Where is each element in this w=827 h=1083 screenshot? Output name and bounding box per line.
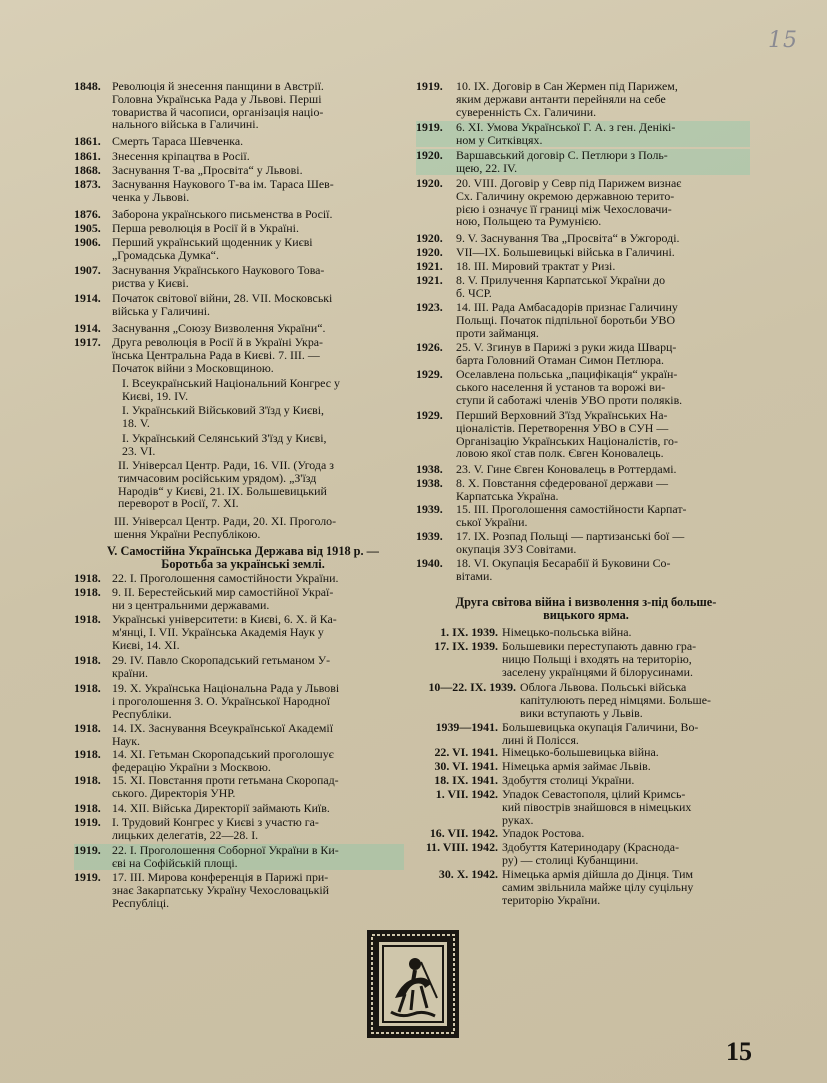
sub-entry: I. Український Військовий З'їзд у Києві, 18. V. <box>122 403 324 430</box>
page-number: 15 <box>726 1037 752 1066</box>
war-entry: 1. IX. 1939. Німецько-польська війна. <box>440 625 632 639</box>
section-heading: V. Самостійна Українська Держава від 1918 р. — Боротьба за українські землі. <box>107 544 379 571</box>
timeline-entry: 1918. Українські університети: в Києві, 6. X. й Ка- м'янці, I. VII. Українська Академія Наук у Києві, 14. XI. <box>74 612 337 652</box>
timeline-entry: 1919. 17. III. Мирова конференція в Парижі при- знає Закарпатську Україну Чехословацькій Республіці. <box>74 870 330 910</box>
war-entry: 18. IX. 1941. Здобуття столиці України. <box>434 773 635 787</box>
sub-entry: III. Універсал Центр. Ради, 20. XI. Проголо- шення України Республікою. <box>114 514 337 541</box>
timeline-entry: 1918. 14. IX. Заснування Всеукраїнської Академії Наук. <box>74 721 334 748</box>
timeline-entry-highlighted: 1919. 6. XI. Умова Української Г. А. з ген. Денікі- ном у Ситківцях. <box>416 121 750 147</box>
timeline-entry: 1921. 18. III. Мировий трактат у Ризі. <box>416 259 616 273</box>
timeline-entry: 1920. 20. VIII. Договір у Севр під Парижем визнає Сх. Галичину окремою державною терито- рією і означує її границі між Чехословачи- ною, Польщею та Румунією. <box>416 176 682 229</box>
pencil-page-mark: 15 <box>768 28 798 53</box>
sub-entry: II. Універсал Центр. Ради, 16. VII. (Угода з тимчасовим російським урядом). „З'їзд Народів“ у Києві, 21. IX. Большевицький переворот в Росії, 7. XI. <box>118 458 334 511</box>
timeline-entry: 1939. 15. III. Проголошення самостійности Карпат- ської України. <box>416 502 687 529</box>
timeline-entry-highlighted: 1919. 22. I. Проголошення Соборної України в Ки- єві на Софійській площі. <box>74 844 404 870</box>
timeline-entry: 1918. 14. XI. Гетьман Скоропадський проголошує федерацію України з Москвою. <box>74 747 334 774</box>
timeline-entry: 1919. I. Трудовий Конгрес у Києві з участю га- лицьких делегатів, 22—28. I. <box>74 815 319 842</box>
timeline-entry: 1914. Початок світової війни, 28. VII. Московські війська у Галичині. <box>74 291 333 318</box>
timeline-entry: 1918. 9. II. Берестейський мир самостійної Украї- ни з центральними державами. <box>74 585 334 612</box>
st-george-emblem-icon <box>365 928 461 1040</box>
timeline-entry: 1917. Друга революція в Росії й в Україні Укра- їнська Центральна Рада в Києві. 7. III. — Початок війни з Московщиною. <box>74 335 324 375</box>
timeline-entry: 1868. Заснування Т-ва „Просвіта“ у Львові. <box>74 163 303 177</box>
timeline-entry: 1918. 15. XI. Повстання проти гетьмана Скоропад- ського. Директорія УНР. <box>74 773 339 800</box>
timeline-entry: 1873. Заснування Наукового Т-ва ім. Тараса Шев- ченка у Львові. <box>74 177 334 204</box>
war-entry: 1. VII. 1942. Упадок Севастополя, цілий Кримсь- кий півострів знайшовся в німецьких руках. <box>435 787 692 827</box>
timeline-entry: 1914. Заснування „Союзу Визволення України“. <box>74 321 326 335</box>
war-entry: 10—22. IX. 1939. Облога Львова. Польські війська капітулюють перед німцями. Больше- вики вступають у Львів. <box>428 680 711 720</box>
timeline-entry: 1918. 14. XII. Війська Директорії займають Київ. <box>74 801 330 815</box>
timeline-entry: 1876. Заборона українського письменства в Росії. <box>74 207 333 221</box>
war-entry: 1939—1941. Большевицька окупація Галичини, Во- лині й Полісся. <box>435 720 699 747</box>
timeline-entry-highlighted: 1920. Варшавський договір С. Петлюри з Поль- щею, 22. IV. <box>416 149 750 175</box>
timeline-entry: 1938. 8. X. Повстання сфедерованої держави — Карпатська Україна. <box>416 476 668 503</box>
war-entry: 11. VIII. 1942. Здобуття Катеринодару (Краснода- ру) — столиці Кубанщини. <box>425 840 680 867</box>
sub-entry: I. Всеукраїнський Національний Конгрес у Києві, 19. IV. <box>122 376 340 403</box>
timeline-entry: 1848. Революція й знесення панщини в Австрії. Головна Українська Рада у Львові. Перші товариства й часописи, організація націо- нального війська в Галичині. <box>74 79 324 132</box>
timeline-entry: 1929. Оселавлена польська „пацифікація“ україн- ського населення й установ та ворожі ви- ступи й саботажі членів УВО проти поляків. <box>416 367 683 407</box>
war-entry: 30. X. 1942. Німецька армія дійшла до Дінця. Тим самим звільнила майже цілу суцільну територію України. <box>438 867 694 907</box>
timeline-entry: 1938. 23. V. Гине Євген Коновалець в Роттердамі. <box>416 462 677 476</box>
war-entry: 30. VI. 1941. Німецька армія займає Львів. <box>434 759 651 773</box>
timeline-entry: 1905. Перша революція в Росії й в Україні. <box>74 221 299 235</box>
timeline-entry: 1929. Перший Верховний З'їзд Українських На- ціоналістів. Перетворення УВО в СУН — Організацію Українських Націоналістів, го- ловою якої став полк. Євген Коновалець. <box>416 408 678 461</box>
timeline-entry: 1920. 9. V. Заснування Тва „Просвіта“ в Ужгороді. <box>416 231 680 245</box>
sub-entry: I. Український Селянський З'їзд у Києві, 23. VI. <box>122 431 327 458</box>
timeline-entry: 1906. Перший український щоденник у Києві „Громадська Думка“. <box>74 235 313 262</box>
war-entry: 16. VII. 1942. Упадок Ростова. <box>429 826 585 840</box>
timeline-entry: 1926. 25. V. Згинув в Парижі з руки жида Шварц- барта Головний Отаман Симон Петлюра. <box>416 340 677 367</box>
timeline-entry: 1861. Смерть Тараса Шевченка. <box>74 134 244 148</box>
timeline-entry: 1940. 18. VI. Окупація Бесарабії й Буковини Со- вітами. <box>416 556 671 583</box>
timeline-entry: 1907. Заснування Українського Наукового Това- риства у Києві. <box>74 263 325 290</box>
section-heading: Друга світова війна і визволення з-під больше- вицького ярма. <box>455 595 717 622</box>
timeline-entry: 1939. 17. IX. Розпад Польщі — партизанські бої — окупація ЗУЗ Совітами. <box>416 529 685 556</box>
timeline-entry: 1918. 19. X. Українська Національна Рада у Львові і проголошення З. О. Української Народної Республіки. <box>74 681 340 721</box>
war-entry: 17. IX. 1939. Большевики переступають давню гра- ницю Польщі і входять на територію, заселену українцями й білорусинами. <box>434 639 697 679</box>
timeline-entry: 1923. 14. III. Рада Амбасадорів признає Галичину Польщі. Початок підпільної боротьби УВО проти займанця. <box>416 300 678 340</box>
timeline-entry: 1921. 8. V. Прилучення Карпатської України до б. ЧСР. <box>416 273 666 300</box>
timeline-entry: 1918. 29. IV. Павло Скоропадський гетьманом У- країни. <box>74 653 331 680</box>
war-entry: 22. VI. 1941. Німецько-большевицька війна. <box>434 745 659 759</box>
timeline-entry: 1920. VII—IX. Большевицькі війська в Галичині. <box>416 245 675 259</box>
timeline-entry: 1861. Знесення кріпацтва в Росії. <box>74 149 250 163</box>
timeline-entry: 1918. 22. I. Проголошення самостійности України. <box>74 571 339 585</box>
timeline-entry: 1919. 10. IX. Договір в Сан Жермен під Парижем, яким держави антанти перейняли на себе суверенність Сх. Галичини. <box>416 79 678 119</box>
